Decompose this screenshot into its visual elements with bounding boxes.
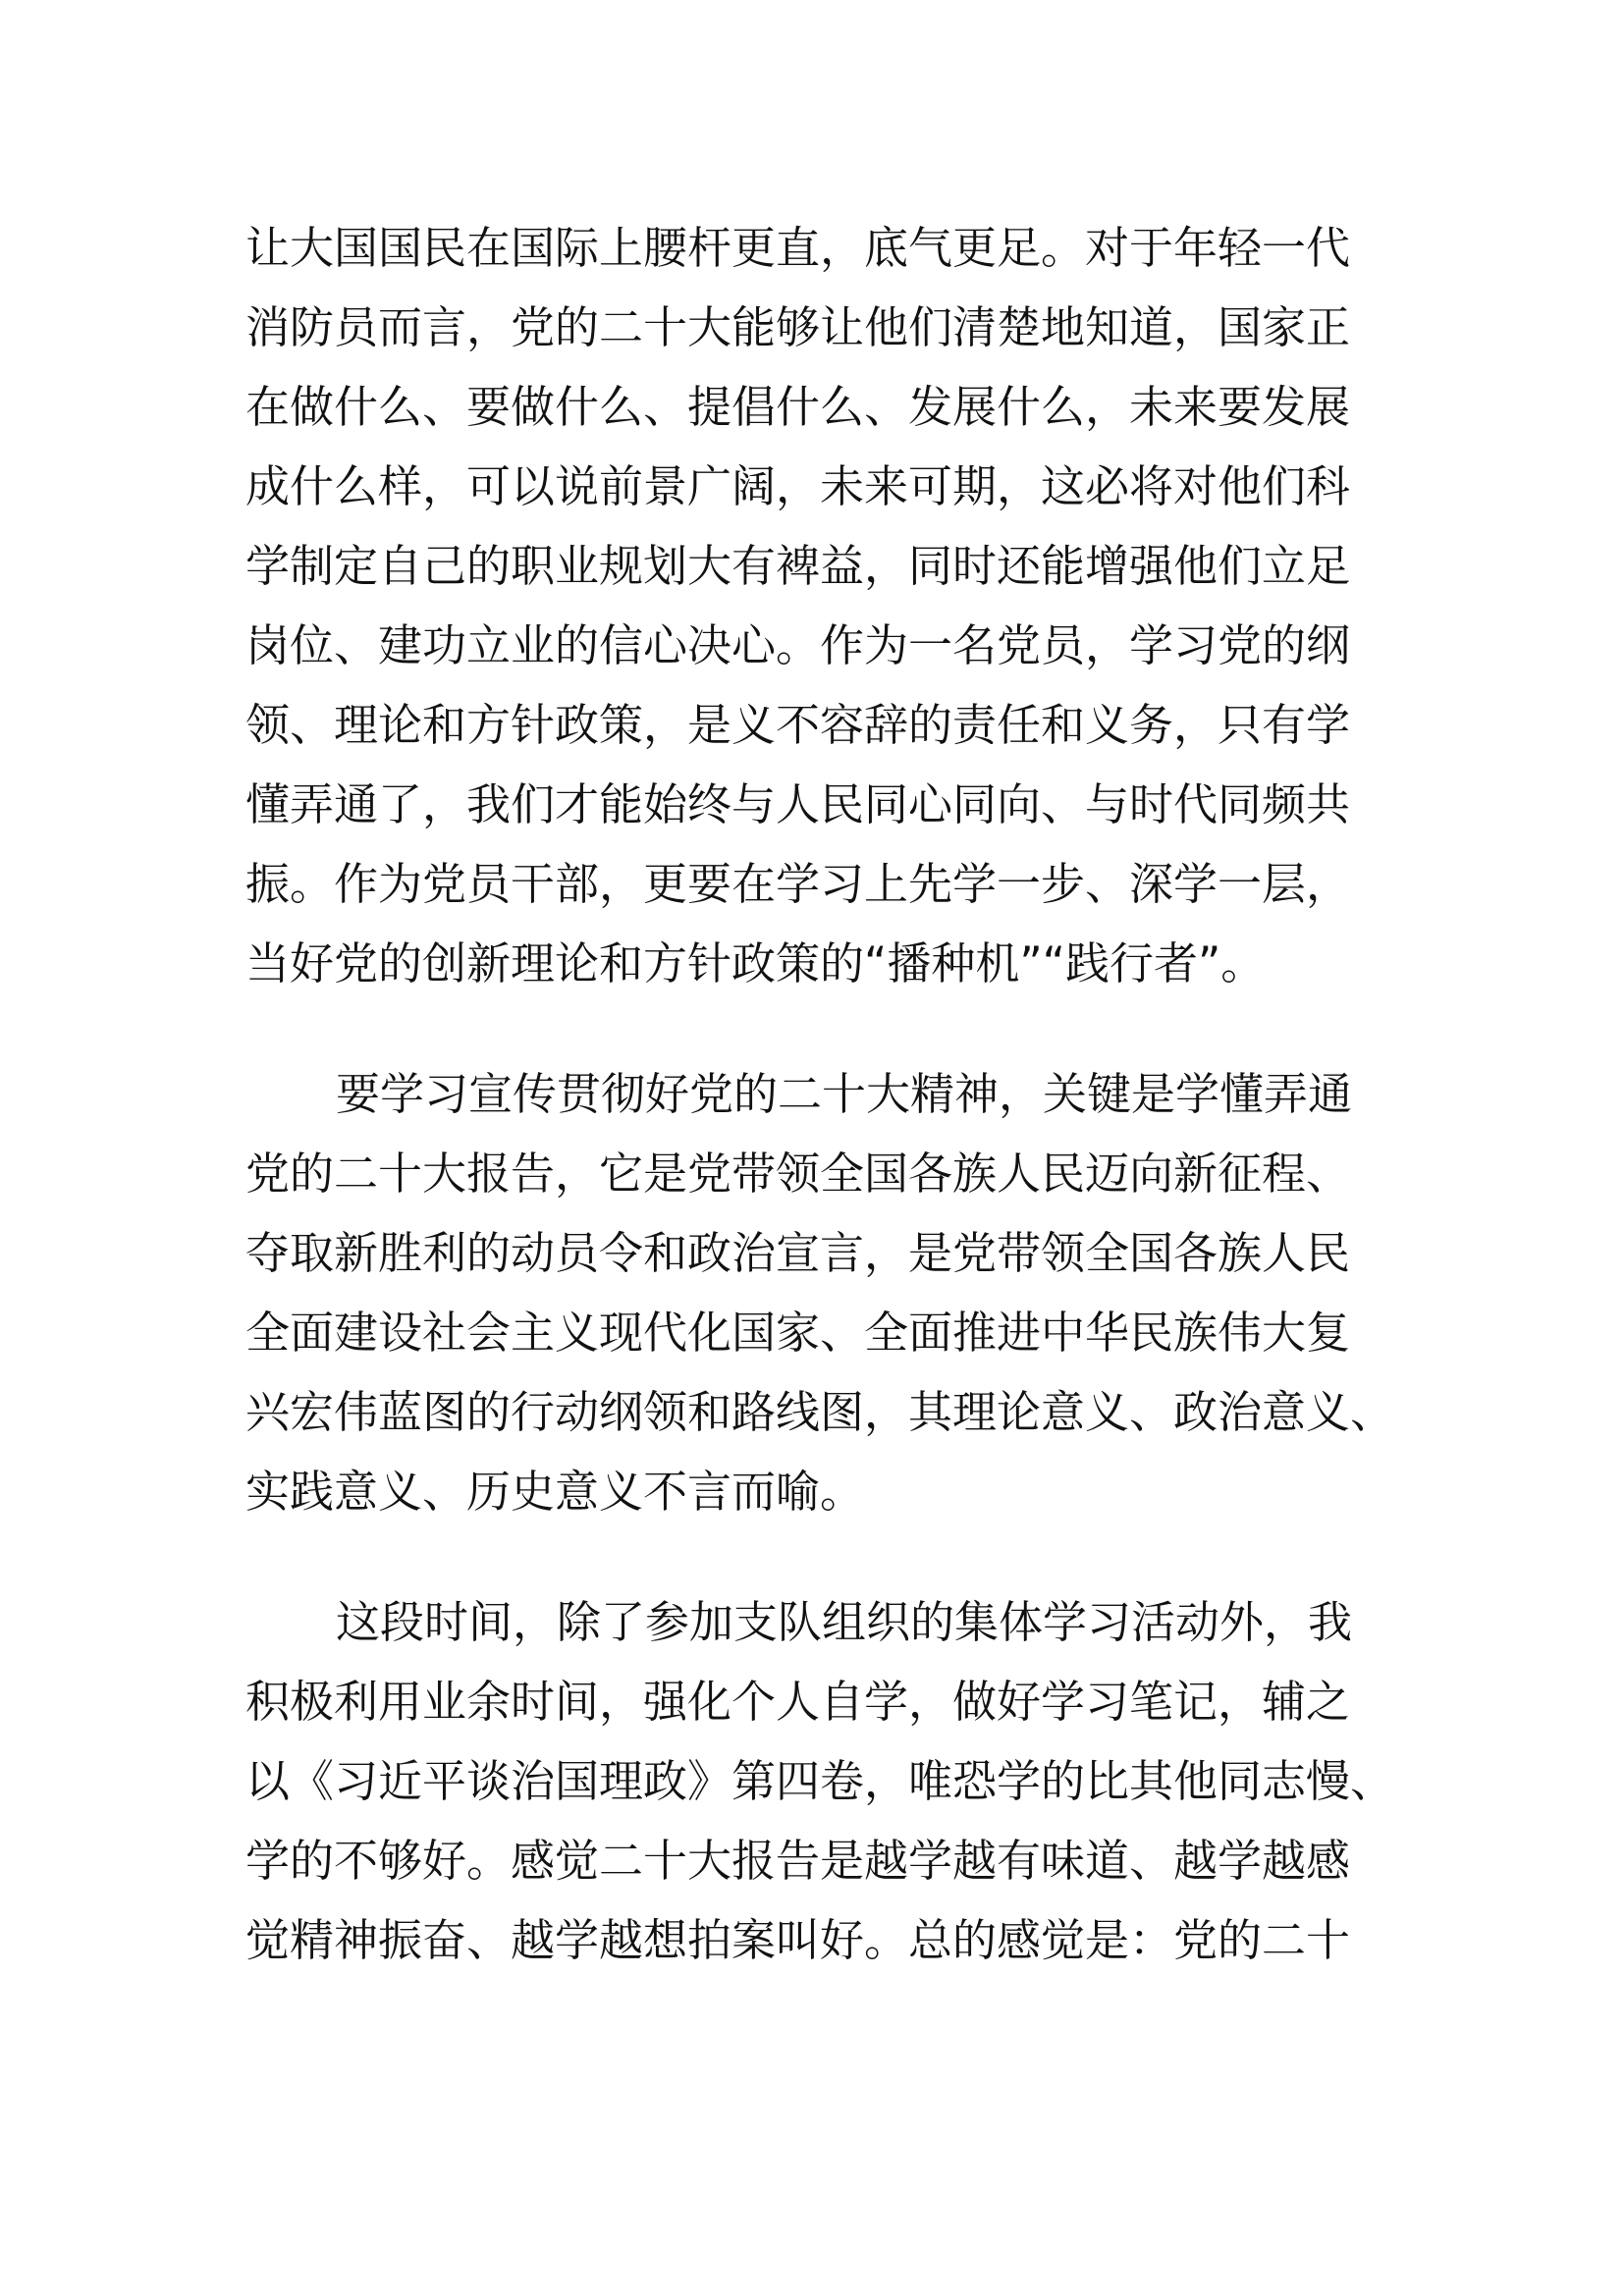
text-line: 实践意义、历史意义不言而喻。 xyxy=(245,1466,865,1518)
text-line: 学的不够好。感觉二十大报告是越学越有味道、越学越感 xyxy=(245,1835,1351,1887)
text-line: 让大国国民在国际上腰杆更直，底气更足。对于年轻一代 xyxy=(245,222,1351,274)
text-line: 以《习近平谈治国理政》第四卷，唯恐学的比其他同志慢、 xyxy=(245,1755,1395,1807)
paragraph-3 xyxy=(245,1582,1395,1980)
text-line: 积极利用业余时间，强化个人自学，做好学习笔记，辅之 xyxy=(245,1676,1351,1728)
paragraph-2 xyxy=(245,1054,1395,1531)
text-line: 学制定自己的职业规划大有裨益，同时还能增强他们立足 xyxy=(245,540,1351,592)
text-line: 懂弄通了，我们才能始终与人民同心同向、与时代同频共 xyxy=(245,778,1351,830)
text-line: 夺取新胜利的动员令和政治宣言，是党带领全国各族人民 xyxy=(245,1227,1351,1279)
text-line: 当好党的创新理论和方针政策的“播种机”“践行者”。 xyxy=(245,937,1266,989)
text-line: 党的二十大报告，它是党带领全国各族人民迈向新征程、 xyxy=(245,1148,1351,1200)
document-page xyxy=(245,208,1395,2031)
text-line: 振。作为党员干部，更要在学习上先学一步、深学一层， xyxy=(245,858,1351,910)
text-line: 消防员而言，党的二十大能够让他们清楚地知道，国家正 xyxy=(245,301,1351,353)
text-line: 要学习宣传贯彻好党的二十大精神，关键是学懂弄通 xyxy=(336,1068,1353,1120)
text-line: 这段时间，除了参加支队组织的集体学习活动外，我 xyxy=(336,1596,1353,1648)
text-line: 觉精神振奋、越学越想拍案叫好。总的感觉是：党的二十 xyxy=(245,1914,1351,1966)
text-line: 在做什么、要做什么、提倡什么、发展什么，未来要发展 xyxy=(245,381,1351,433)
text-line: 全面建设社会主义现代化国家、全面推进中华民族伟大复 xyxy=(245,1307,1351,1359)
text-line: 成什么样，可以说前景广阔，未来可期，这必将对他们科 xyxy=(245,460,1351,512)
text-line: 岗位、建功立业的信心决心。作为一名党员，学习党的纲 xyxy=(245,619,1351,671)
text-line: 兴宏伟蓝图的行动纲领和路线图，其理论意义、政治意义、 xyxy=(245,1386,1395,1438)
text-line: 领、理论和方针政策，是义不容辞的责任和义务，只有学 xyxy=(245,699,1351,751)
paragraph-1 xyxy=(245,208,1351,1003)
